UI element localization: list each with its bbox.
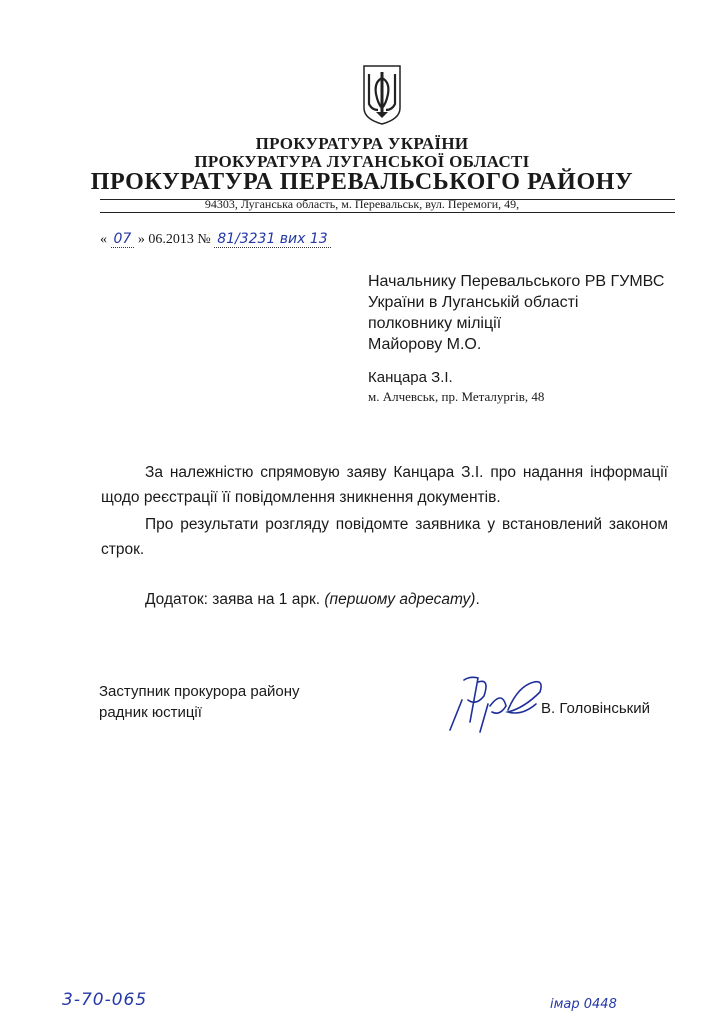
- reg-number-label: №: [197, 232, 211, 247]
- reg-quote-close: »: [137, 232, 145, 247]
- handwritten-note-left: 3-70-065: [62, 990, 148, 1010]
- attachment-line: [145, 591, 480, 609]
- header-line-2: ПРОКУРАТУРА ЛУГАНСЬКОЇ ОБЛАСТІ: [194, 152, 530, 171]
- signer-title: [99, 681, 300, 723]
- addressee-block: [368, 271, 664, 355]
- reg-number: 81/3231 вих 13: [214, 231, 331, 248]
- reg-month-year: 06.2013: [148, 232, 194, 247]
- handwritten-signature: [444, 660, 554, 750]
- header-divider-bottom: [100, 212, 675, 213]
- applicant-address: м. Алчевськ, пр. Металургів, 48: [368, 389, 545, 404]
- addressee-line-1: Начальнику Перевальського РВ ГУМВС: [368, 273, 665, 290]
- signer-title-line-2: радник юстиції: [99, 704, 202, 721]
- addressee-line-3: полковнику міліції: [368, 315, 502, 332]
- addressee-line-2: України в Луганській області: [368, 294, 579, 311]
- trident-emblem-icon: [360, 64, 404, 126]
- header-line-1: ПРОКУРАТУРА УКРАЇНИ: [255, 134, 469, 153]
- registration-line: [100, 231, 331, 248]
- attachment-suffix: .: [475, 591, 480, 608]
- attachment-prefix: Додаток: заява на 1 арк.: [145, 591, 321, 608]
- body-paragraph-2: Про результати розгляду повідомте заявника у встановлений законом строк.: [101, 516, 668, 558]
- signer-title-line-1: Заступник прокурора району: [99, 683, 300, 700]
- header-line-3: ПРОКУРАТУРА ПЕРЕВАЛЬСЬКОГО РАЙОНУ: [90, 169, 634, 195]
- addressee-line-4: Майорову М.О.: [368, 336, 482, 353]
- signer-name: В. Головінський: [541, 700, 650, 717]
- reg-day: 07: [111, 231, 135, 248]
- handwritten-note-right: імар 0448: [550, 997, 617, 1012]
- body-paragraph-1: За належністю спрямовую заяву Канцара З.І. про надання інформації щодо реєстрації її повідомлення зникнення документів.: [101, 464, 668, 506]
- attachment-recipient: (першому адресату): [324, 591, 476, 608]
- office-address: 94303, Луганська область, м. Перевальськ, вул. Перемоги, 49,: [204, 197, 520, 211]
- reg-quote-open: «: [100, 232, 107, 247]
- applicant-name: Канцара З.І.: [368, 369, 453, 386]
